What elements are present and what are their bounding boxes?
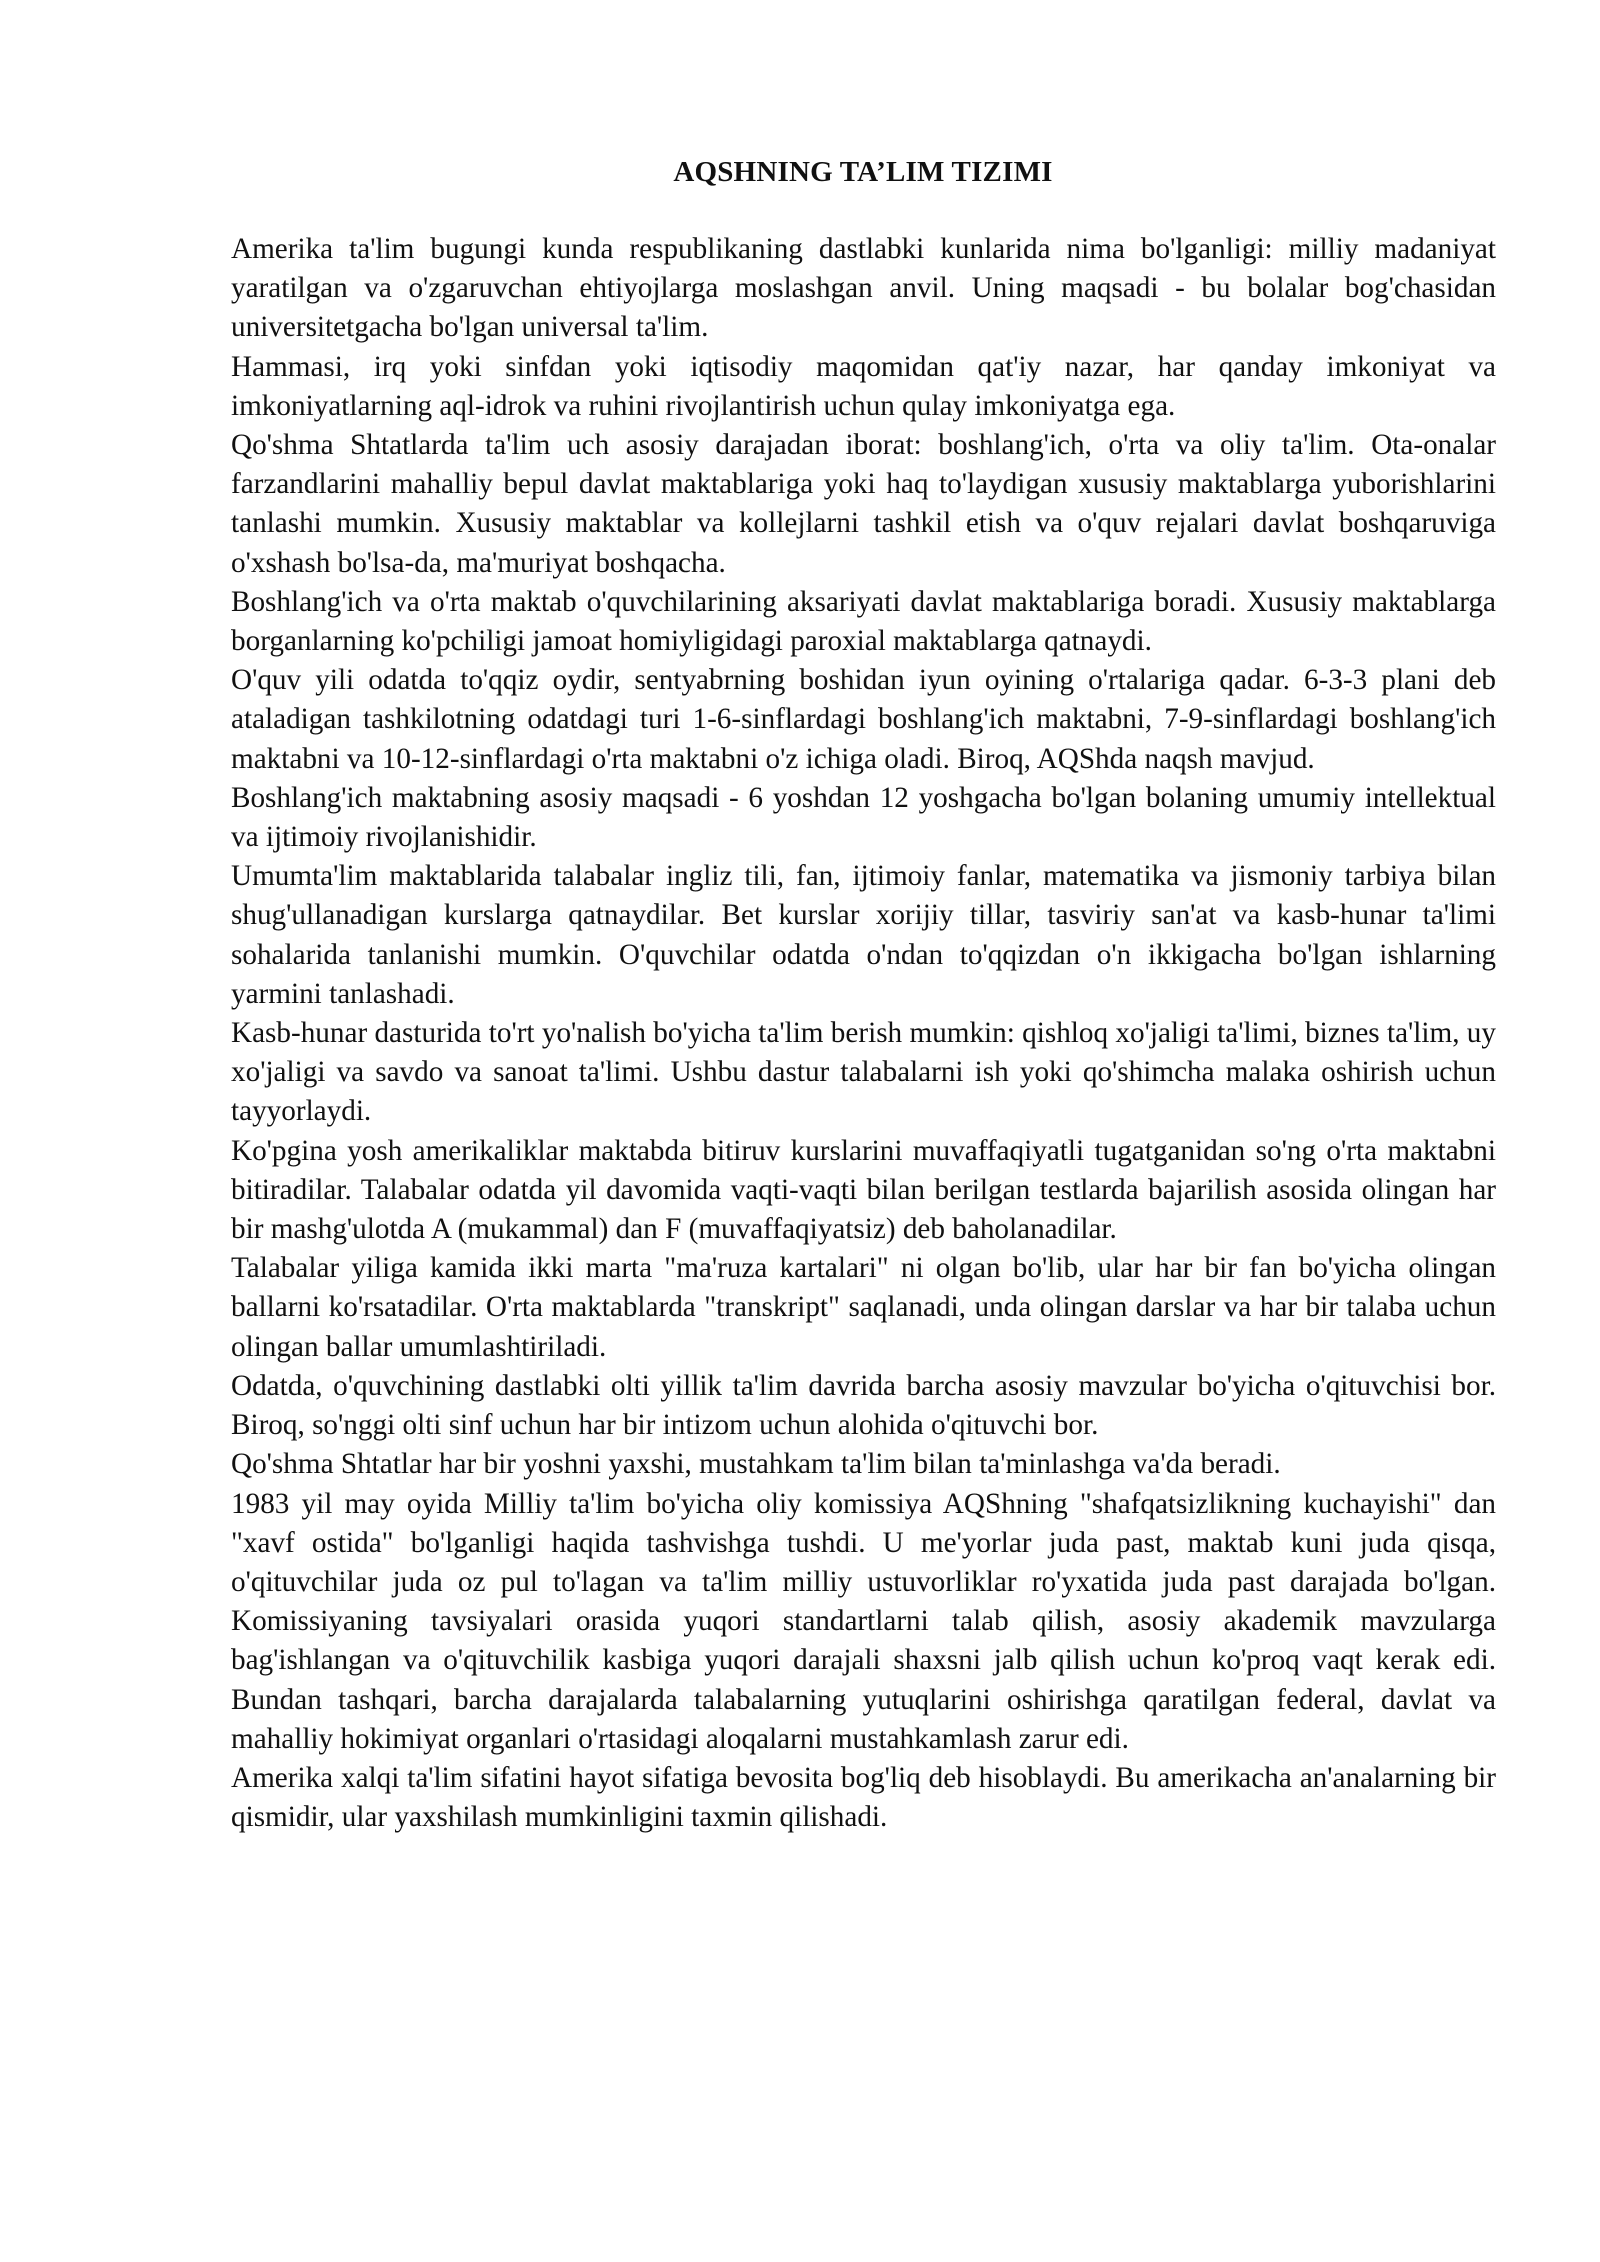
body-paragraph: Ko'pgina yosh amerikaliklar maktabda bitiruv kurslarini muvaffaqiyatli tugatganidan so'ng o'rta maktabni bitiradilar. Talabalar odatda yil davomida vaqti-vaqti bilan berilgan testlarda bajarilish asosida olingan har bir mashg'ulotda A (mukammal) dan F (muvaffaqiyatsiz) deb baholanadilar. <box>231 1134 1496 1246</box>
body-paragraph: Hammasi, irq yoki sinfdan yoki iqtisodiy maqomidan qat'iy nazar, har qanday imkoniyat va imkoniyatlarning aql-idrok va ruhini rivojlantirish uchun qulay imkoniyatga ega. <box>231 350 1496 422</box>
body-paragraph: Odatda, o'quvchining dastlabki olti yillik ta'lim davrida barcha asosiy mavzular bo'yicha o'qituvchisi bor. Biroq, so'nggi olti sinf uchun har bir intizom uchun alohida o'qituvchi bor. <box>231 1369 1496 1442</box>
document-title: AQSHNING TA’LIM TIZIMI <box>673 156 1053 188</box>
body-paragraph: Umumta'lim maktablarida talabalar ingliz tili, fan, ijtimoiy fanlar, matematika va jismoniy tarbiya bilan shug'ullanadigan kurslarga qatnaydilar. Bet kurslar xorijiy tillar, tasviriy san'at va kasb-hunar ta'limi sohalarida tanlanishi mumkin. O'quvchilar odatda o'ndan to'qqizdan o'n ikkigacha bo'lgan ishlarning yarmini tanlashadi. <box>231 860 1496 1010</box>
body-paragraph: Qo'shma Shtatlarda ta'lim uch asosiy darajadan iborat: boshlang'ich, o'rta va oliy ta'lim. Ota-onalar farzandlarini mahalliy bepul davlat maktablariga yoki haq to'laydigan xususiy maktablarga yuborishlarini tanlashi mumkin. Xususiy maktablar va kollejlarni tashkil etish va o'quv rejalari davlat boshqaruviga o'xshash bo'lsa-da, ma'muriyat boshqacha. <box>231 429 1496 579</box>
document-body <box>231 230 1496 1837</box>
body-paragraph: Kasb-hunar dasturida to'rt yo'nalish bo'yicha ta'lim berish mumkin: qishloq xo'jaligi ta'limi, biznes ta'lim, uy xo'jaligi va savdo va sanoat ta'limi. Ushbu dastur talabalarni ish yoki qo'shimcha malaka oshirish uchun tayyorlaydi. <box>231 1017 1496 1128</box>
body-paragraph: O'quv yili odatda to'qqiz oydir, sentyabrning boshidan iyun oyining o'rtalariga qadar. 6-3-3 plani deb ataladigan tashkilotning odatdagi turi 1-6-sinflardagi boshlang'ich maktabni, 7-9-sinflardagi boshlang'ich maktabni va 10-12-sinflardagi o'rta maktabni o'z ichiga oladi. Biroq, AQShda naqsh mavjud. <box>231 664 1496 775</box>
body-paragraph: Amerika xalqi ta'lim sifatini hayot sifatiga bevosita bog'liq deb hisoblaydi. Bu amerikacha an'analarning bir qismidir, ular yaxshilash mumkinligini taxmin qilishadi. <box>231 1761 1496 1834</box>
body-paragraph: Amerika ta'lim bugungi kunda respublikaning dastlabki kunlarida nima bo'lganligi: milliy madaniyat yaratilgan va o'zgaruvchan ehtiyojlarga moslashgan anvil. Uning maqsadi - bu bolalar bog'chasidan universitetgacha bo'lgan universal ta'lim. <box>231 233 1496 344</box>
body-paragraph: Talabalar yiliga kamida ikki marta "ma'ruza kartalari" ni olgan bo'lib, ular har bir fan bo'yicha olingan ballarni ko'rsatadilar. O'rta maktablarda "transkript" saqlanadi, unda olingan darslar va har bir talaba uchun olingan ballar umumlashtiriladi. <box>231 1252 1496 1363</box>
body-paragraph: Boshlang'ich va o'rta maktab o'quvchilarining aksariyati davlat maktablariga boradi. Xususiy maktablarga borganlarning ko'pchiligi jamoat homiyligidagi paroxial maktablarga qatnaydi. <box>231 585 1496 658</box>
body-paragraph: Qo'shma Shtatlar har bir yoshni yaxshi, mustahkam ta'lim bilan ta'minlashga va'da beradi. <box>231 1448 1281 1481</box>
body-paragraph: 1983 yil may oyida Milliy ta'lim bo'yicha oliy komissiya AQShning "shafqatsizlikning kuchayishi" dan "xavf ostida" bo'lganligi haqida tashvishga tushdi. U me'yorlar juda past, maktab kuni juda qisqa, o'qituvchilar juda oz pul to'lagan va ta'lim milliy ustuvorliklar ro'yxatida juda past darajada bo'lgan. Komissiyaning tavsiyalari orasida yuqori standartlarni talab qilish, asosiy akademik mavzularga bag'ishlangan va o'qituvchilik kasbiga yuqori darajali shaxsni jalb qilish uchun ko'proq vaqt kerak edi. Bundan tashqari, barcha darajalarda talabalarning yutuqlarini oshirishga qaratilgan federal, davlat va mahalliy hokimiyat organlari o'rtasidagi aloqalarni mustahkamlash zarur edi. <box>231 1487 1496 1755</box>
body-paragraph: Boshlang'ich maktabning asosiy maqsadi - 6 yoshdan 12 yoshgacha bo'lgan bolaning umumiy intellektual va ijtimoiy rivojlanishidir. <box>231 781 1496 854</box>
